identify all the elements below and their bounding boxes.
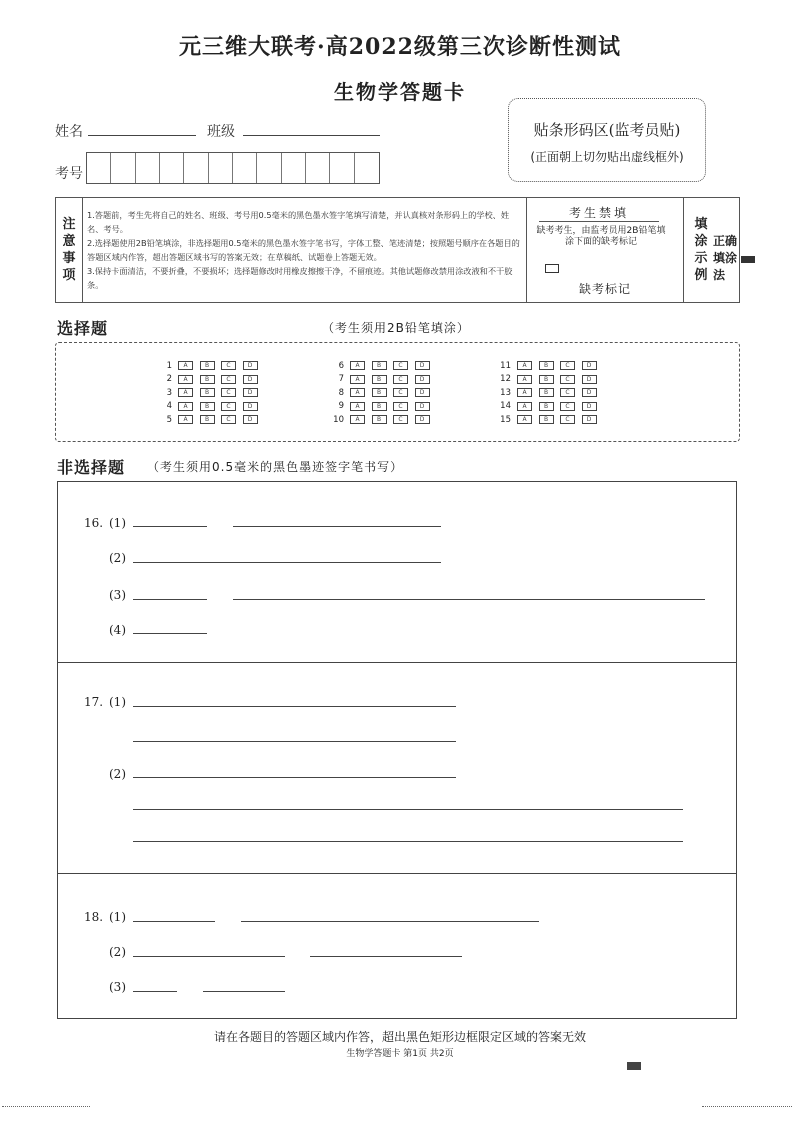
name-field[interactable]	[88, 135, 196, 136]
mcq-bubble-a[interactable]: A	[517, 388, 532, 397]
mcq-bubble-b[interactable]: B	[539, 375, 554, 384]
answer-line[interactable]	[133, 956, 285, 957]
mcq-bubble-c[interactable]: C	[560, 388, 575, 397]
mcq-bubble-a[interactable]: A	[178, 415, 193, 424]
mcq-bubble-b[interactable]: B	[200, 415, 215, 424]
barcode-area	[508, 98, 706, 182]
mcq-question-row	[491, 413, 603, 427]
mcq-question-number: 4	[166, 401, 172, 412]
mcq-bubble-c[interactable]: C	[393, 402, 408, 411]
mcq-bubble-c[interactable]: C	[393, 415, 408, 424]
answer-area	[57, 481, 737, 1019]
mcq-question-number: 13	[500, 387, 511, 398]
answer-line[interactable]	[133, 599, 207, 600]
q17-part-1: (1)	[109, 695, 126, 709]
mcq-bubble-b[interactable]: B	[372, 375, 387, 384]
mcq-bubble-d[interactable]: D	[243, 415, 258, 424]
fill-example-swatch	[741, 256, 755, 263]
mcq-bubble-d[interactable]: D	[243, 361, 258, 370]
mcq-question-row	[324, 413, 436, 427]
mcq-bubble-a[interactable]: A	[517, 375, 532, 384]
mcq-bubble-b[interactable]: B	[539, 361, 554, 370]
q18-part-3: (3)	[109, 980, 126, 994]
mcq-bubble-b[interactable]: B	[200, 375, 215, 384]
mcq-bubble-b[interactable]: B	[200, 402, 215, 411]
q16-part-3: (3)	[109, 588, 126, 602]
mcq-title: 选择题	[57, 319, 109, 338]
q16-number: 16.	[84, 516, 104, 530]
answer-line[interactable]	[133, 526, 207, 527]
q16-part-4: (4)	[109, 623, 126, 637]
mcq-bubble-b[interactable]: B	[200, 388, 215, 397]
mcq-bubble-c[interactable]: C	[393, 375, 408, 384]
mcq-question-row	[324, 386, 436, 400]
mcq-bubble-d[interactable]: D	[243, 375, 258, 384]
notes-heading: 注 意 事 项	[56, 198, 83, 302]
mcq-bubble-c[interactable]: C	[221, 415, 236, 424]
mcq-question-number: 6	[338, 360, 344, 371]
mcq-bubble-a[interactable]: A	[178, 375, 193, 384]
mcq-question-number: 8	[338, 387, 344, 398]
absent-section	[526, 198, 684, 302]
id-label: 考号	[55, 166, 83, 182]
note-item: 1.答题前，考生先将自己的姓名、班级、考号用0.5毫米的黑色墨水签字笔填写清楚，并认真核对条形码上的学校、姓名、考号。	[87, 210, 510, 234]
answer-line[interactable]	[133, 741, 456, 742]
mcq-question-row	[324, 359, 436, 373]
nonmcq-note: （考生须用0.5毫米的黑色墨迹签字笔书写）	[147, 460, 404, 474]
mcq-bubble-d[interactable]: D	[243, 388, 258, 397]
mcq-question-number: 1	[166, 360, 172, 371]
mcq-bubble-c[interactable]: C	[560, 415, 575, 424]
question-16-block	[58, 482, 736, 663]
mcq-question-number: 2	[166, 374, 172, 385]
mcq-question-row	[324, 373, 436, 387]
mcq-bubble-b[interactable]: B	[372, 388, 387, 397]
barcode-line1: 贴条形码区(监考员贴)	[533, 121, 681, 139]
answer-line[interactable]	[203, 991, 285, 992]
mcq-bubble-b[interactable]: B	[539, 388, 554, 397]
mcq-bubble-a[interactable]: A	[517, 402, 532, 411]
notes-box	[55, 197, 740, 303]
mcq-bubble-d[interactable]: D	[415, 388, 430, 397]
mcq-bubble-c[interactable]: C	[560, 375, 575, 384]
mcq-bubble-b[interactable]: B	[372, 415, 387, 424]
note-item: 2.选择题使用2B铅笔填涂，非选择题用0.5毫米的黑色墨水签字笔书写，字体工整、笔迹清楚；按照题号顺序在各题目的答题区域内作答，超出答题区域书写的答案无效；在草稿纸、试题卷上答题无效。	[87, 238, 520, 262]
alignment-mark	[627, 1062, 641, 1070]
mcq-note: （考生须用2B铅笔填涂）	[322, 321, 470, 335]
mcq-question-row	[491, 359, 603, 373]
mcq-question-number: 15	[500, 414, 511, 425]
mcq-bubble-b[interactable]: B	[372, 361, 387, 370]
mcq-question-row	[152, 400, 264, 414]
mcq-bubble-a[interactable]: A	[350, 361, 365, 370]
mcq-bubble-c[interactable]: C	[393, 361, 408, 370]
mcq-bubble-a[interactable]: A	[350, 415, 365, 424]
mcq-bubble-a[interactable]: A	[178, 402, 193, 411]
mcq-question-number: 12	[500, 374, 511, 385]
mcq-column	[491, 359, 603, 427]
mcq-bubble-a[interactable]: A	[178, 388, 193, 397]
mcq-bubble-a[interactable]: A	[350, 388, 365, 397]
mcq-question-row	[324, 400, 436, 414]
mcq-bubble-d[interactable]: D	[582, 375, 597, 384]
page-subtitle: 生物学答题卡	[334, 80, 466, 104]
mcq-column	[324, 359, 436, 427]
answer-line[interactable]	[233, 599, 705, 600]
mcq-bubble-c[interactable]: C	[221, 402, 236, 411]
mcq-question-row	[152, 413, 264, 427]
nonmcq-title: 非选择题	[57, 458, 126, 477]
answer-line[interactable]	[133, 809, 683, 810]
mcq-area	[55, 342, 740, 442]
mcq-bubble-b[interactable]: B	[372, 402, 387, 411]
answer-line[interactable]	[241, 921, 539, 922]
q16-part-1: (1)	[109, 516, 126, 530]
answer-line[interactable]	[233, 526, 441, 527]
mcq-bubble-b[interactable]: B	[539, 402, 554, 411]
q18-part-1: (1)	[109, 910, 126, 924]
fill-correct-label: 正确填涂法	[713, 234, 738, 282]
answer-line[interactable]	[133, 777, 456, 778]
absent-mark-label: 缺考标记	[578, 282, 631, 296]
mcq-question-row	[152, 386, 264, 400]
answer-line[interactable]	[133, 841, 683, 842]
mcq-bubble-d[interactable]: D	[582, 415, 597, 424]
id-grid[interactable]	[86, 152, 380, 184]
mcq-column	[152, 359, 264, 427]
mcq-question-number: 10	[333, 414, 344, 425]
mcq-question-number: 14	[500, 401, 511, 412]
notes-body	[87, 208, 523, 292]
cut-line-right	[702, 1106, 792, 1107]
page-title: 元三维大联考·高2022级第三次诊断性测试	[179, 34, 621, 60]
answer-line[interactable]	[133, 921, 215, 922]
mcq-bubble-d[interactable]: D	[582, 402, 597, 411]
absent-checkbox[interactable]	[545, 264, 559, 273]
answer-line[interactable]	[133, 991, 177, 992]
mcq-bubble-d[interactable]: D	[415, 375, 430, 384]
mcq-bubble-c[interactable]: C	[560, 402, 575, 411]
answer-line[interactable]	[133, 633, 207, 634]
mcq-bubble-a[interactable]: A	[517, 415, 532, 424]
mcq-bubble-d[interactable]: D	[582, 361, 597, 370]
mcq-question-number: 11	[500, 360, 511, 371]
mcq-bubble-c[interactable]: C	[560, 361, 575, 370]
mcq-question-row	[491, 373, 603, 387]
q17-number: 17.	[84, 695, 104, 709]
answer-line[interactable]	[133, 706, 456, 707]
mcq-bubble-b[interactable]: B	[539, 415, 554, 424]
mcq-bubble-a[interactable]: A	[178, 361, 193, 370]
mcq-bubble-d[interactable]: D	[415, 402, 430, 411]
mcq-question-number: 9	[338, 401, 344, 412]
mcq-bubble-a[interactable]: A	[517, 361, 532, 370]
class-label: 班级	[207, 124, 235, 140]
mcq-bubble-d[interactable]: D	[582, 388, 597, 397]
mcq-bubble-d[interactable]: D	[243, 402, 258, 411]
mcq-bubble-c[interactable]: C	[221, 388, 236, 397]
absent-title: 考生禁填	[539, 204, 659, 222]
fill-heading: 填 涂 示 例	[694, 217, 708, 283]
mcq-bubble-a[interactable]: A	[350, 375, 365, 384]
note-item: 3.保持卡面清洁，不要折叠，不要损坏；选择题修改时用橡皮擦擦干净，不留痕迹。其他试题修改禁用涂改液和不干胶条。	[87, 266, 513, 290]
q18-part-2: (2)	[109, 945, 126, 959]
footer-warning: 请在各题目的答题区域内作答，超出黑色矩形边框限定区域的答案无效	[213, 1030, 586, 1044]
q18-number: 18.	[84, 910, 104, 924]
barcode-line2: (正面朝上切勿贴出虚线框外)	[530, 150, 684, 164]
mcq-question-number: 5	[166, 414, 172, 425]
footer-page: 生物学答题卡 第1页 共2页	[346, 1049, 454, 1059]
mcq-bubble-c[interactable]: C	[221, 375, 236, 384]
answer-line[interactable]	[310, 956, 462, 957]
mcq-bubble-d[interactable]: D	[415, 415, 430, 424]
mcq-question-number: 7	[338, 374, 344, 385]
question-17-block	[58, 663, 736, 874]
mcq-bubble-d[interactable]: D	[415, 361, 430, 370]
class-field[interactable]	[243, 135, 380, 136]
cut-line-left	[2, 1106, 90, 1107]
name-label: 姓名	[55, 124, 83, 140]
mcq-question-row	[152, 359, 264, 373]
q17-part-2: (2)	[109, 767, 126, 781]
absent-desc: 缺考考生，由监考员用2B铅笔填涂下面的缺考标记	[536, 226, 666, 247]
mcq-bubble-a[interactable]: A	[350, 402, 365, 411]
mcq-bubble-c[interactable]: C	[221, 361, 236, 370]
mcq-question-row	[152, 373, 264, 387]
question-18-block	[58, 874, 736, 1020]
answer-line[interactable]	[133, 562, 441, 563]
mcq-bubble-b[interactable]: B	[200, 361, 215, 370]
mcq-question-number: 3	[166, 387, 172, 398]
q16-part-2: (2)	[109, 551, 126, 565]
mcq-question-row	[491, 400, 603, 414]
mcq-bubble-c[interactable]: C	[393, 388, 408, 397]
mcq-question-row	[491, 386, 603, 400]
